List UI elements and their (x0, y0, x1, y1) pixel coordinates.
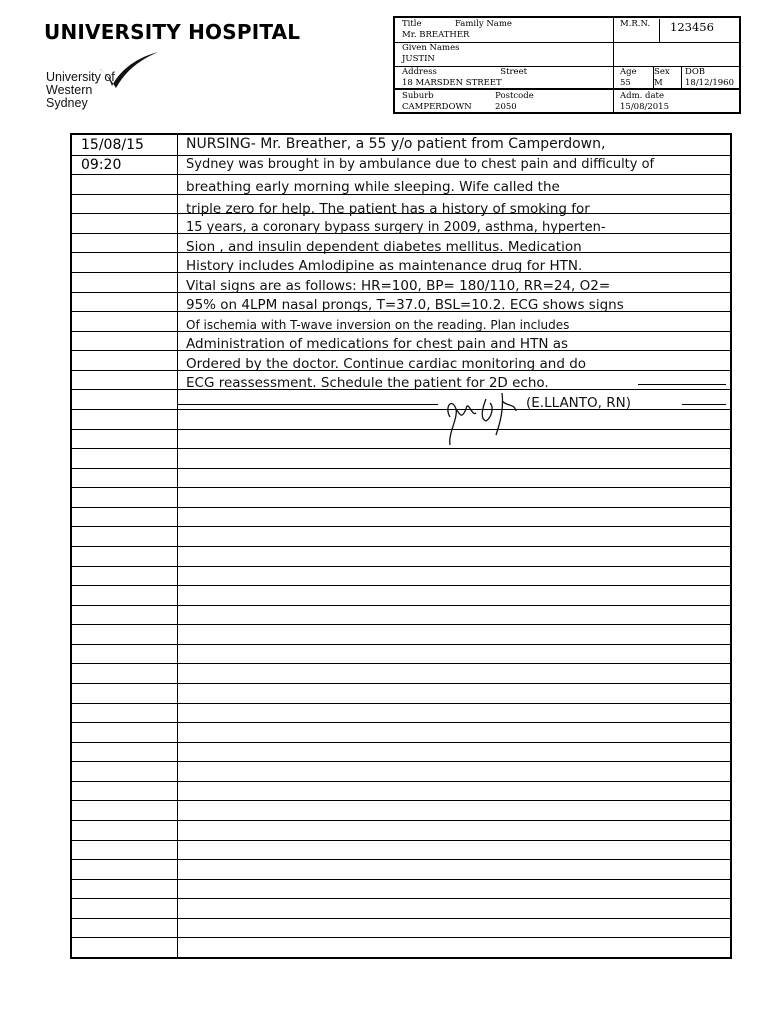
table-row-line (72, 937, 730, 938)
table-row-line (72, 605, 730, 606)
signature-line-left (178, 404, 438, 405)
note-line-4: triple zero for help. The patient has a history of smoking for (186, 201, 590, 217)
note-line-3: breathing early morning while sleeping. Wife called the (186, 179, 560, 195)
table-row-line (72, 683, 730, 684)
logo-text: University of Western Sydney (46, 70, 115, 110)
table-row-line (72, 781, 730, 782)
family-name-label: Family Name (454, 19, 512, 29)
dob-label: DOB (685, 67, 706, 77)
signature-line-right (682, 404, 726, 405)
table-row-line (72, 840, 730, 841)
mrn-value: 123456 (670, 20, 714, 34)
mrn-label: M.R.N. (620, 19, 651, 29)
note-line-1: NURSING- Mr. Breather, a 55 y/o patient from Camperdown, (186, 136, 606, 152)
table-row-line (72, 918, 730, 919)
hospital-name: UNIVERSITY HOSPITAL (44, 20, 301, 44)
note-line-2: Sydney was brought in by ambulance due to chest pain and difficulty of (186, 157, 655, 172)
sex-value: M (654, 78, 663, 88)
family-name: Mr. BREATHER (402, 30, 470, 40)
note-line-7: History includes Amlodipine as maintenance drug for HTN. (186, 258, 583, 274)
handwritten-signature (442, 389, 532, 449)
table-row-line (72, 820, 730, 821)
signature-name: (E.LLANTO, RN) (526, 395, 631, 411)
street-label: Street (500, 67, 528, 77)
table-row-line (72, 624, 730, 625)
note-line-5: 15 years, a coronary bypass surgery in 2009, asthma, hyperten- (186, 220, 606, 235)
address-label: Address (402, 67, 437, 77)
table-row-line (72, 585, 730, 586)
table-row-line (72, 174, 730, 175)
adm-date-value: 15/08/2015 (620, 102, 669, 112)
table-row-line (72, 468, 730, 469)
postcode-value: 2050 (495, 102, 517, 112)
table-row-line (72, 409, 730, 410)
suburb-label: Suburb (402, 91, 434, 101)
table-row-line (72, 879, 730, 880)
table-row-line (72, 898, 730, 899)
note-date: 15/08/15 (81, 137, 144, 153)
note-line-9: 95% on 4LPM nasal prongs, T=37.0, BSL=10.2. ECG shows signs (186, 297, 624, 313)
note-line-12: Ordered by the doctor. Continue cardiac monitoring and do (186, 356, 587, 372)
patient-info-box (393, 16, 741, 90)
given-names: JUSTIN (402, 54, 435, 64)
table-row-line (72, 644, 730, 645)
age-label: Age (620, 67, 637, 77)
closing-line (638, 384, 726, 385)
table-row-line (72, 859, 730, 860)
sex-label: Sex (654, 67, 670, 77)
note-line-8: Vital signs are as follows: HR=100, BP= 180/110, RR=24, O2= (186, 278, 611, 294)
table-row-line (72, 742, 730, 743)
note-line-11: Administration of medications for chest pain and HTN as (186, 336, 569, 352)
table-row-line (72, 546, 730, 547)
postcode-label: Postcode (495, 91, 534, 101)
note-time: 09:20 (81, 157, 122, 173)
mrn-box (659, 19, 740, 43)
table-row-line (72, 507, 730, 508)
patient-info-box-lower (393, 88, 741, 114)
note-line-6: Sion , and insulin dependent diabetes mellitus. Medication (186, 239, 582, 255)
given-names-label: Given Names (402, 43, 460, 53)
table-row-line (72, 761, 730, 762)
title-label: Title (402, 19, 422, 29)
progress-notes-table (70, 133, 732, 959)
dob-value: 18/12/1960 (685, 78, 734, 88)
table-row-line (72, 663, 730, 664)
table-row-line (72, 487, 730, 488)
table-row-line (72, 526, 730, 527)
table-row-line (72, 722, 730, 723)
adm-date-label: Adm. date (620, 91, 664, 101)
note-line-13: ECG reassessment. Schedule the patient for 2D echo. (186, 375, 549, 391)
suburb-value: CAMPERDOWN (402, 102, 472, 112)
age-value: 55 (620, 78, 631, 88)
table-row-line (72, 448, 730, 449)
address: 18 MARSDEN STREET (402, 78, 502, 88)
table-row-line (72, 566, 730, 567)
note-line-10: Of ischemia with T-wave inversion on the reading. Plan includes (186, 318, 570, 332)
table-row-line (72, 800, 730, 801)
table-row-line (72, 703, 730, 704)
table-row-line (72, 155, 730, 156)
table-row-line (72, 429, 730, 430)
university-logo (44, 50, 169, 110)
